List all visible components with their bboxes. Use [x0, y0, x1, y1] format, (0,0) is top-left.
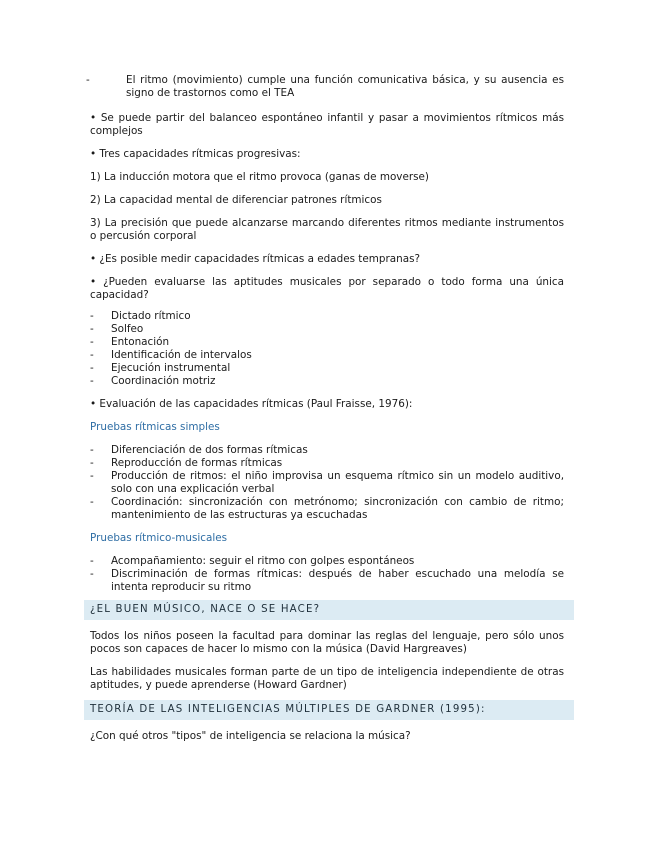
list-item-text: Solfeo [111, 323, 144, 335]
skills-list [90, 310, 564, 388]
paragraph: 3) La precisión que puede alcanzarse marcando diferentes ritmos mediante instrumentos o percusión corporal [90, 217, 564, 242]
list-item-text: Producción de ritmos: el niño improvisa un esquema rítmico sin un modelo auditivo, solo con una explicación verbal [111, 470, 564, 495]
dash-marker: - [90, 568, 94, 580]
list-item-text: Discriminación de formas rítmicas: después de haber escuchado una melodía se intenta reproducir su ritmo [111, 568, 564, 593]
paragraph: 2) La capacidad mental de diferenciar patrones rítmicos [90, 194, 382, 206]
list-item [90, 555, 564, 568]
list-item [90, 568, 564, 594]
paragraph: • Se puede partir del balanceo espontáneo infantil y pasar a movimientos rítmicos más complejos [90, 112, 564, 137]
list-item-text: Ejecución instrumental [111, 362, 231, 374]
list-item [90, 362, 564, 375]
dash-marker: - [90, 375, 94, 387]
list-item [90, 496, 564, 522]
list-item-text: Acompañamiento: seguir el ritmo con golpes espontáneos [111, 555, 415, 567]
list-item-text: Identificación de intervalos [111, 349, 252, 361]
section-heading-bar: TEORÍA DE LAS INTELIGENCIAS MÚLTIPLES DE GARDNER (1995): [84, 700, 574, 720]
list-item-text: Coordinación motriz [111, 375, 216, 387]
list-item [90, 470, 564, 496]
document-page [86, 74, 564, 743]
dash-marker: - [90, 336, 94, 348]
list-item [90, 349, 564, 362]
dash-marker: - [90, 470, 94, 482]
paragraph: • ¿Es posible medir capacidades rítmicas a edades tempranas? [90, 253, 421, 265]
list-item-text: Entonación [111, 336, 170, 348]
list-item [90, 323, 564, 336]
simple-tests-list [90, 444, 564, 522]
dash-marker: - [90, 310, 94, 322]
dash-marker: - [90, 496, 94, 508]
paragraph: 1) La inducción motora que el ritmo provoca (ganas de moverse) [90, 171, 429, 183]
list-item [90, 310, 564, 323]
list-item [90, 444, 564, 457]
list-item [90, 375, 564, 388]
dash-marker: - [90, 457, 94, 469]
musical-tests-list [90, 555, 564, 594]
list-item-text: Dictado rítmico [111, 310, 191, 322]
paragraph: • ¿Pueden evaluarse las aptitudes musicales por separado o todo forma una única capacidad? [90, 276, 564, 301]
dash-marker: - [90, 362, 94, 374]
subheading-musical-tests: Pruebas rítmico-musicales [90, 532, 228, 544]
dash-marker: - [90, 323, 94, 335]
paragraph: El ritmo (movimiento) cumple una función comunicativa básica, y su ausencia es signo de trastornos como el TEA [126, 74, 564, 99]
paragraph: Las habilidades musicales forman parte de un tipo de inteligencia independiente de otras aptitudes, y puede aprenderse (Howard Gardner) [90, 666, 564, 691]
paragraph: • Tres capacidades rítmicas progresivas: [90, 148, 301, 160]
paragraph: Todos los niños poseen la facultad para dominar las reglas del lenguaje, pero sólo unos pocos son capaces de hacer lo mismo con la música (David Hargreaves) [90, 630, 564, 655]
paragraph: ¿Con qué otros "tipos" de inteligencia se relaciona la música? [90, 730, 411, 742]
dash-marker: - [90, 444, 94, 456]
list-item-text: Diferenciación de dos formas rítmicas [111, 444, 308, 456]
list-item [90, 336, 564, 349]
list-item-text: Reproducción de formas rítmicas [111, 457, 283, 469]
dash-marker: - [90, 349, 94, 361]
list-item [90, 457, 564, 470]
section-heading-bar: ¿EL BUEN MÚSICO, NACE O SE HACE? [84, 600, 574, 620]
list-item-text: Coordinación: sincronización con metrónomo; sincronización con cambio de ritmo; mantenimiento de las estructuras ya escuchadas [111, 496, 564, 521]
paragraph: • Evaluación de las capacidades rítmicas (Paul Fraisse, 1976): [90, 398, 413, 410]
dash-marker: - [90, 555, 94, 567]
list-item [86, 74, 564, 100]
dash-marker: - [86, 74, 90, 86]
subheading-simple-tests: Pruebas rítmicas simples [90, 421, 220, 433]
